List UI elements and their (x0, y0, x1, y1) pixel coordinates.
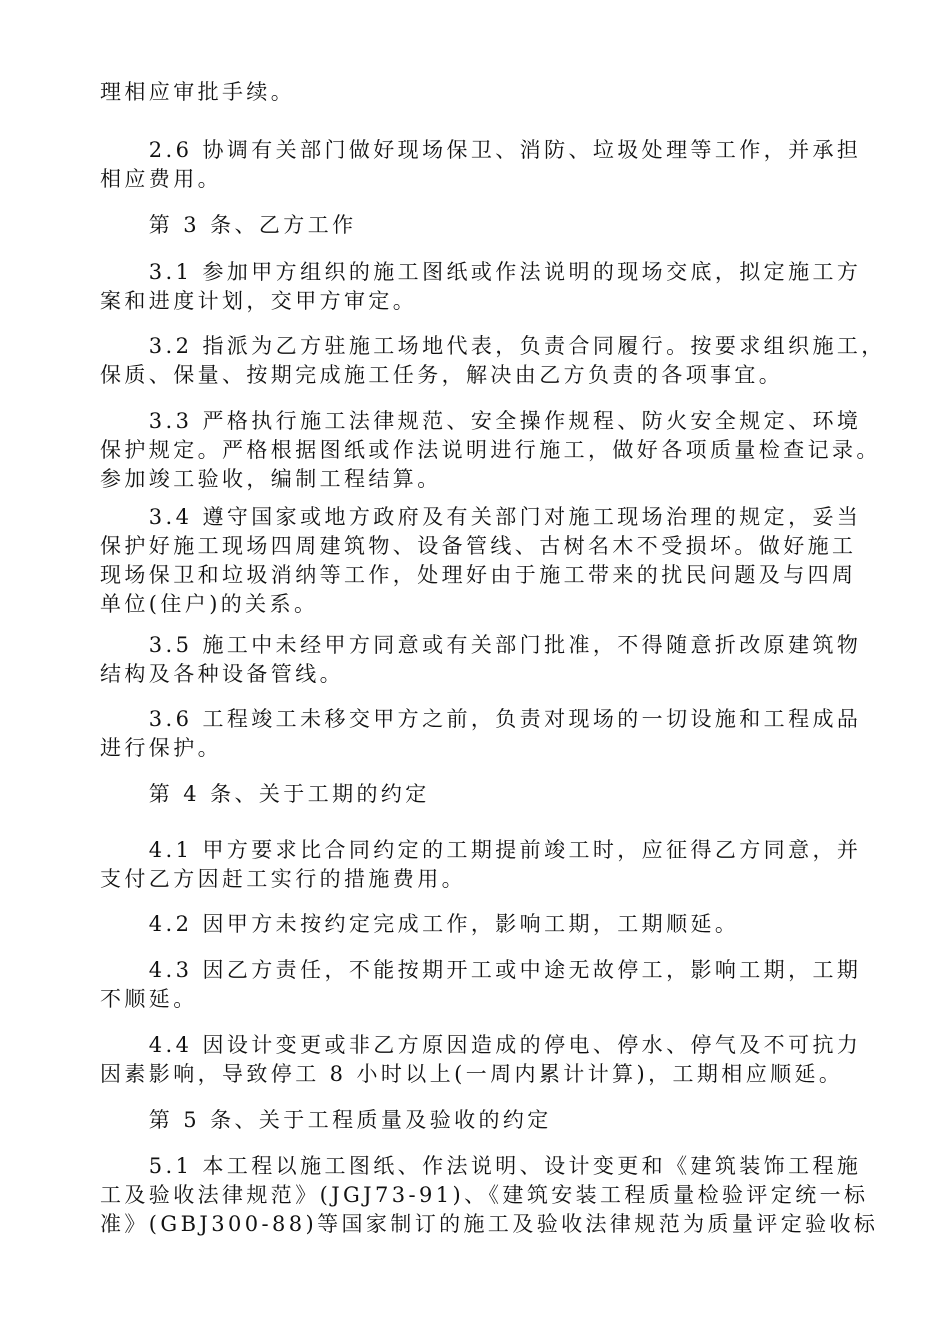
paragraph-line: 保质、保量、按期完成施工任务，解决由乙方负责的各项事宜。 (100, 363, 784, 387)
paragraph (100, 780, 855, 809)
paragraph-line: 支付乙方因赶工实行的措施费用。 (100, 867, 466, 891)
paragraph-line: 3.1 参加甲方组织的施工图纸或作法说明的现场交底，拟定施工方 (100, 260, 862, 284)
paragraph-line: 3.4 遵守国家或地方政府及有关部门对施工现场治理的规定，妥当 (100, 505, 862, 529)
paragraph-line: 2.6 协调有关部门做好现场保卫、消防、垃圾处理等工作，并承担 (100, 138, 862, 162)
paragraph (100, 407, 881, 494)
paragraph-line: 4.3 因乙方责任，不能按期开工或中途无故停工，影响工期，工期 (100, 958, 862, 982)
paragraph (100, 910, 855, 939)
paragraph-line: 参加竣工验收，编制工程结算。 (100, 467, 442, 491)
paragraph (100, 631, 862, 689)
paragraph-line: 4.2 因甲方未按约定完成工作，影响工期，工期顺延。 (100, 912, 740, 936)
paragraph (100, 258, 862, 316)
paragraph (100, 705, 862, 763)
paragraph-line: 因素影响，导致停工 8 小时以上(一周内累计计算)，工期相应顺延。 (100, 1062, 844, 1086)
paragraph (100, 503, 862, 619)
paragraph-line: 准》(GBJ300-88)等国家制订的施工及验收法律规范为质量评定验收标 (100, 1212, 879, 1236)
paragraph-line: 保护规定。严格根据图纸或作法说明进行施工，做好各项质量检查记录。 (100, 438, 881, 462)
paragraph-line: 不顺延。 (100, 987, 198, 1011)
paragraph-line: 3.6 工程竣工未移交甲方之前，负责对现场的一切设施和工程成品 (100, 707, 862, 731)
paragraph (100, 1106, 855, 1135)
paragraph-line: 3.3 严格执行施工法律规范、安全操作规程、防火安全规定、环境 (100, 409, 862, 433)
paragraph (100, 211, 855, 240)
paragraph-line: 第 5 条、关于工程质量及验收的约定 (100, 1108, 552, 1132)
paragraph-line: 理相应审批手续。 (100, 80, 296, 104)
paragraph (100, 1031, 862, 1089)
paragraph (100, 78, 855, 107)
paragraph-line: 案和进度计划，交甲方审定。 (100, 289, 418, 313)
paragraph-line: 4.4 因设计变更或非乙方原因造成的停电、停水、停气及不可抗力 (100, 1033, 862, 1057)
paragraph-line: 进行保护。 (100, 736, 222, 760)
paragraph (100, 836, 862, 894)
paragraph-line: 相应费用。 (100, 167, 222, 191)
paragraph-line: 4.1 甲方要求比合同约定的工期提前竣工时，应征得乙方同意，并 (100, 838, 862, 862)
paragraph-line: 第 3 条、乙方工作 (100, 213, 357, 237)
paragraph-line: 工及验收法律规范》(JGJ73-91)、《建筑安装工程质量检验评定统一标 (100, 1183, 869, 1207)
paragraph (100, 1152, 879, 1239)
paragraph (100, 136, 862, 194)
paragraph-line: 现场保卫和垃圾消纳等工作，处理好由于施工带来的扰民问题及与四周 (100, 563, 857, 587)
paragraph-line: 单位(住户)的关系。 (100, 592, 319, 616)
paragraph (100, 332, 886, 390)
paragraph-line: 3.5 施工中未经甲方同意或有关部门批准，不得随意折改原建筑物 (100, 633, 862, 657)
paragraph-line: 保护好施工现场四周建筑物、设备管线、古树名木不受损坏。做好施工 (100, 534, 857, 558)
paragraph (100, 956, 862, 1014)
paragraph-line: 第 4 条、关于工期的约定 (100, 782, 430, 806)
paragraph-line: 结构及各种设备管线。 (100, 662, 344, 686)
paragraph-line: 3.2 指派为乙方驻施工场地代表，负责合同履行。按要求组织施工， (100, 334, 886, 358)
paragraph-line: 5.1 本工程以施工图纸、作法说明、设计变更和《建筑装饰工程施 (100, 1154, 862, 1178)
